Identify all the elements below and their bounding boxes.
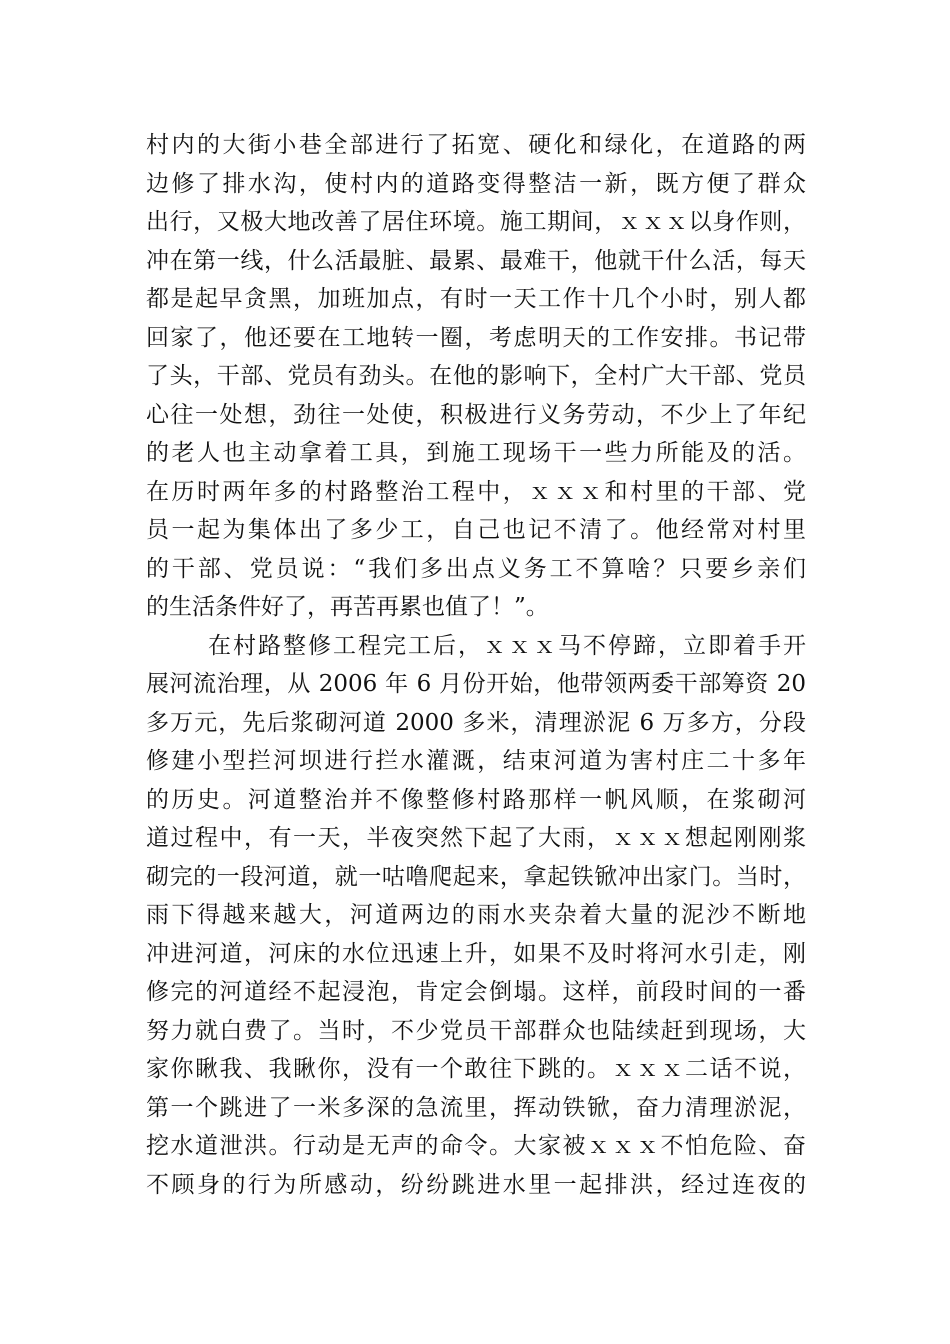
text-line: 第一个跳进了一米多深的急流里，挥动铁锨，奋力清理淤泥，: [146, 1094, 806, 1121]
text-line: 挖水道泄洪。行动是无声的命令。大家被ｘｘｘ不怕危险、奋: [146, 1133, 806, 1159]
text-line: 冲进河道，河床的水位迅速上升，如果不及时将河水引走，刚: [146, 940, 806, 967]
text-line: 都是起早贪黑，加班加点，有时一天工作十几个小时，别人都: [146, 286, 806, 312]
text-line: 道过程中，有一天，半夜突然下起了大雨，ｘｘｘ想起刚刚浆: [146, 825, 806, 851]
text-line: 不顾身的行为所感动，纷纷跳进水里一起排洪，经过连夜的: [146, 1171, 806, 1198]
text-line: 的历史。河道整治并不像整修村路那样一帆风顺，在浆砌河: [146, 786, 806, 813]
text-line: 了头，干部、党员有劲头。在他的影响下，全村广大干部、党员: [146, 363, 806, 389]
text-line: 雨下得越来越大，河道两边的雨水夹杂着大量的泥沙不断地: [146, 902, 806, 928]
text-line: 员一起为集体出了多少工，自己也记不清了。他经常对村里: [146, 517, 806, 543]
text-line: 边修了排水沟，使村内的道路变得整洁一新，既方便了群众: [146, 170, 806, 197]
text-line: 展河流治理，从 2006 年 6 月份开始，他带领两委干部筹资 20: [146, 671, 806, 697]
text-line: 冲在第一线，什么活最脏、最累、最难干，他就干什么活，每天: [146, 247, 806, 274]
paragraph-1: [146, 126, 806, 627]
text-line: 努力就白费了。当时，不少党员干部群众也陆续赶到现场，大: [146, 1017, 806, 1044]
text-line: 家你瞅我、我瞅你，没有一个敢往下跳的。ｘｘｘ二话不说，: [146, 1056, 806, 1082]
text-line: 多万元，先后浆砌河道 2000 多米，清理淤泥 6 万多方，分段: [146, 709, 806, 736]
text-line: 回家了，他还要在工地转一圈，考虑明天的工作安排。书记带: [146, 324, 806, 351]
paragraph-2: [146, 627, 806, 1205]
text-line: 修完的河道经不起浸泡，肯定会倒塌。这样，前段时间的一番: [146, 979, 806, 1005]
text-line: 砌完的一段河道，就一咕噜爬起来，拿起铁锨冲出家门。当时，: [146, 863, 806, 890]
text-line: 的生活条件好了，再苦再累也值了！”。: [146, 594, 549, 620]
text-line: 修建小型拦河坝进行拦水灌溉，结束河道为害村庄二十多年: [146, 748, 806, 774]
text-line: 的干部、党员说：“我们多出点义务工不算啥？只要乡亲们: [146, 555, 806, 582]
text-line: 的老人也主动拿着工具，到施工现场干一些力所能及的活。: [146, 440, 806, 466]
text-line: 在村路整修工程完工后，ｘｘｘ马不停蹄，立即着手开: [208, 632, 806, 659]
text-line: 心往一处想，劲往一处使，积极进行义务劳动，不少上了年纪: [146, 401, 806, 428]
text-line: 村内的大街小巷全部进行了拓宽、硬化和绿化，在道路的两: [146, 132, 806, 158]
text-line: 在历时两年多的村路整治工程中，ｘｘｘ和村里的干部、党: [146, 478, 806, 505]
body-text: [146, 126, 806, 1204]
text-line: 出行，又极大地改善了居住环境。施工期间，ｘｘｘ以身作则，: [146, 209, 806, 235]
